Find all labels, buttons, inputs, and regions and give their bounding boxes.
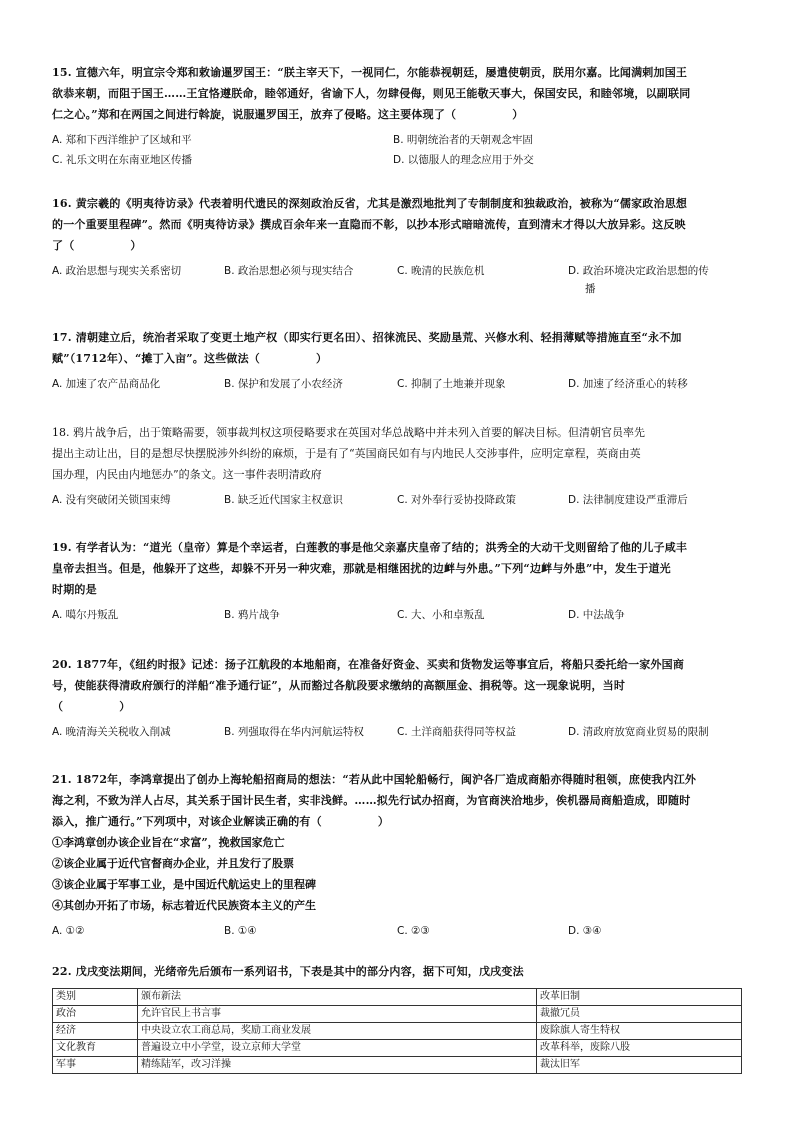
option-b[interactable]: B. 政治思想必须与现实结合 [224,265,354,277]
table-cell: 政治 [53,1006,138,1023]
stem-line: 时期的是 [52,583,97,596]
stem-line: 19. 有学者认为：“道光（皇帝）算是个幸运者，白莲教的事是他父亲嘉庆皇帝了结的；洪秀全的大动干戈则留给了他的儿子咸丰 [52,541,688,554]
stem-line: 添入，推广通行。”下列项中，对该企业解读正确的有（ ） [52,815,390,828]
option-d[interactable]: D. 政治环境决定政治思想的传 [568,265,709,277]
table-cell: 改革科举，废除八股 [537,1040,742,1057]
option-b[interactable]: B. 明朝统治者的天朝观念牢固 [393,134,533,146]
option-c[interactable]: C. 晚清的民族危机 [397,265,485,277]
table-cell: 经济 [53,1023,138,1040]
table-row [53,1006,742,1023]
stem-line: 号，使能获得清政府颁行的洋船“准予通行证”，从而豁过各航段要求缴纳的高额厘金、捐税等。这一现象说明，当时 [52,679,626,692]
question-stem [52,654,742,717]
option-a[interactable]: A. 加速了农产品商品化 [52,378,161,390]
question-16 [52,193,742,302]
stem-line: 22. 戊戌变法期间，光绪帝先后颁布一系列诏书，下表是其中的部分内容，据下可知，戊戌变法 [52,965,524,978]
option-d[interactable]: D. 以德服人的理念应用于外交 [393,154,534,166]
stem-line: 17. 清朝建立后，统治者采取了变更土地产权（即实行更名田）、招徕流民、奖励垦荒、兴修水利、轻捐薄赋等措施直至“永不加 [52,331,682,344]
option-b[interactable]: B. 缺乏近代国家主权意识 [224,494,343,506]
option-a[interactable]: A. 没有突破闭关锁国束缚 [52,494,171,506]
options [52,131,742,171]
statement-item: ④其创办开拓了市场，标志着近代民族资本主义的产生 [52,899,316,912]
table-cell: 废除旗人寄生特权 [537,1023,742,1040]
option-a[interactable]: A. 噶尔丹叛乱 [52,609,119,621]
question-20 [52,654,742,743]
stem-line: 皇帝去担当。但是，他躲开了这些，却躲不开另一种灾难，那就是相继困扰的边衅与外患。”下列“边衅与外患”中，发生于道光 [52,562,671,575]
table-cell: 精练陆军，改习洋操 [138,1057,537,1074]
statement-item: ②该企业属于近代官督商办企业，并且发行了股票 [52,857,294,870]
option-d-continued: 播 [585,283,596,295]
stem-line: 18. 鸦片战争后，出于策略需要，领事裁判权这项侵略要求在英国对华总战略中并未列入首要的解决目标。但清朝官员率先 [52,426,645,439]
option-d[interactable]: D. 中法战争 [568,609,625,621]
option-c[interactable]: C. 抑制了土地兼并现象 [397,378,506,390]
stem-line: 欲恭来朝，而阻于国王……王宜恪遵朕命，睦邻通好，省谕下人，勿肆侵侮，则见王能敬天事大，保国安民，和睦邻境，以副联同 [52,87,691,100]
question-stem [52,62,742,125]
question-stem [52,769,742,832]
table-header-cell: 改革旧制 [537,989,742,1006]
table-header-cell: 类别 [53,989,138,1006]
stem-line: 的一个重要里程碑”。然而《明夷待访录》撰成百余年来一直隐而不彰，以抄本形式暗暗流传，直到清末才得以大放异彩。这反映 [52,218,686,231]
question-stem [52,193,742,256]
table-cell: 军事 [53,1057,138,1074]
table-header-cell: 颁布新法 [138,989,537,1006]
stem-line: 15. 宣德六年，明宣宗令郑和敕谕暹罗国王：“朕主宰天下，一视同仁，尔能恭视朝廷，屡遣使朝贡，朕用尔嘉。比闻满剌加国王 [52,66,688,79]
question-17 [52,327,742,395]
option-c[interactable]: C. ②③ [397,925,430,937]
statement-item: ①李鸿章创办该企业旨在“求富”，挽救国家危亡 [52,836,285,849]
table-cell: 裁汰旧军 [537,1057,742,1074]
table-cell: 裁撤冗员 [537,1006,742,1023]
option-d[interactable]: D. 加速了经济重心的转移 [568,378,688,390]
question-15 [52,62,742,171]
stem-line: 赋”（1712年）、“摊丁入亩”。这些做法（ ） [52,352,328,365]
question-stem [52,537,742,600]
option-a[interactable]: A. 郑和下西洋维护了区域和平 [52,134,192,146]
table-row [53,1040,742,1057]
question-22 [52,961,742,982]
option-c[interactable]: C. 礼乐文明在东南亚地区传播 [52,154,193,166]
stem-line: 16. 黄宗羲的《明夷待访录》代表着明代遗民的深刻政治反省，尤其是激烈地批判了专制制度和独裁政治，被称为“儒家政治思想 [52,197,688,210]
stem-line: （ ） [52,700,131,713]
option-a[interactable]: A. ①② [52,925,85,937]
stem-line: 了（ ） [52,239,142,252]
statement-list [52,832,742,916]
options [52,922,742,942]
stem-line: 提出主动让出，目的是想尽快摆脱涉外纠纷的麻烦，于是有了“英国商民如有与内地民人交涉事件，应明定章程，英商由英 [52,447,641,460]
option-b[interactable]: B. ①④ [224,925,257,937]
question-18 [52,422,742,511]
options [52,491,742,511]
option-d[interactable]: D. 法律制度建设严重滞后 [568,494,688,506]
table-header-row [53,989,742,1006]
reform-table [52,988,742,1074]
stem-line: 21. 1872年，李鸿章提出了创办上海轮船招商局的想法：“若从此中国轮船畅行，闽沪各厂造成商船亦得随时租领，庶使我内江外 [52,773,697,786]
option-b[interactable]: B. 保护和发展了小农经济 [224,378,343,390]
question-stem [52,961,742,982]
option-b[interactable]: B. 鸦片战争 [224,609,280,621]
options [52,262,742,302]
table-cell: 中央设立农工商总局，奖励工商业发展 [138,1023,537,1040]
table-cell: 允许官民上书言事 [138,1006,537,1023]
option-a[interactable]: A. 晚清海关关税收入削减 [52,726,171,738]
question-19 [52,537,742,626]
option-a[interactable]: A. 政治思想与现实关系密切 [52,265,182,277]
option-c[interactable]: C. 对外奉行妥协投降政策 [397,494,517,506]
option-c[interactable]: C. 大、小和卓叛乱 [397,609,485,621]
table-cell: 普遍设立中小学堂，设立京师大学堂 [138,1040,537,1057]
options [52,606,742,626]
option-b[interactable]: B. 列强取得在华内河航运特权 [224,726,364,738]
question-stem [52,327,742,369]
option-d[interactable]: D. 清政府放宽商业贸易的限制 [568,726,709,738]
stem-line: 国办理，内民由内地惩办”的条文。这一事件表明清政府 [52,468,322,481]
stem-line: 海之利，不致为洋人占尽，其关系于国计民生者，实非浅鲜。……拟先行试办招商，为官商浃洽地步，俟机器局商船造成，即随时 [52,794,691,807]
question-21 [52,769,742,942]
table-row [53,1057,742,1074]
options [52,723,742,743]
table-row [53,1023,742,1040]
table-cell: 文化教育 [53,1040,138,1057]
option-d[interactable]: D. ③④ [568,925,602,937]
stem-line: 仁之心。”郑和在两国之间进行斡旋，说服暹罗国王，放弃了侵略。这主要体现了（ ） [52,108,524,121]
question-stem [52,422,742,485]
stem-line: 20. 1877年，《纽约时报》记述：扬子江航段的本地船商，在准备好资金、买卖和货物发运等事宜后，将船只委托给一家外国商 [52,658,685,671]
statement-item: ③该企业属于军事工业，是中国近代航运史上的里程碑 [52,878,316,891]
options [52,375,742,395]
option-c[interactable]: C. 土洋商船获得同等权益 [397,726,517,738]
